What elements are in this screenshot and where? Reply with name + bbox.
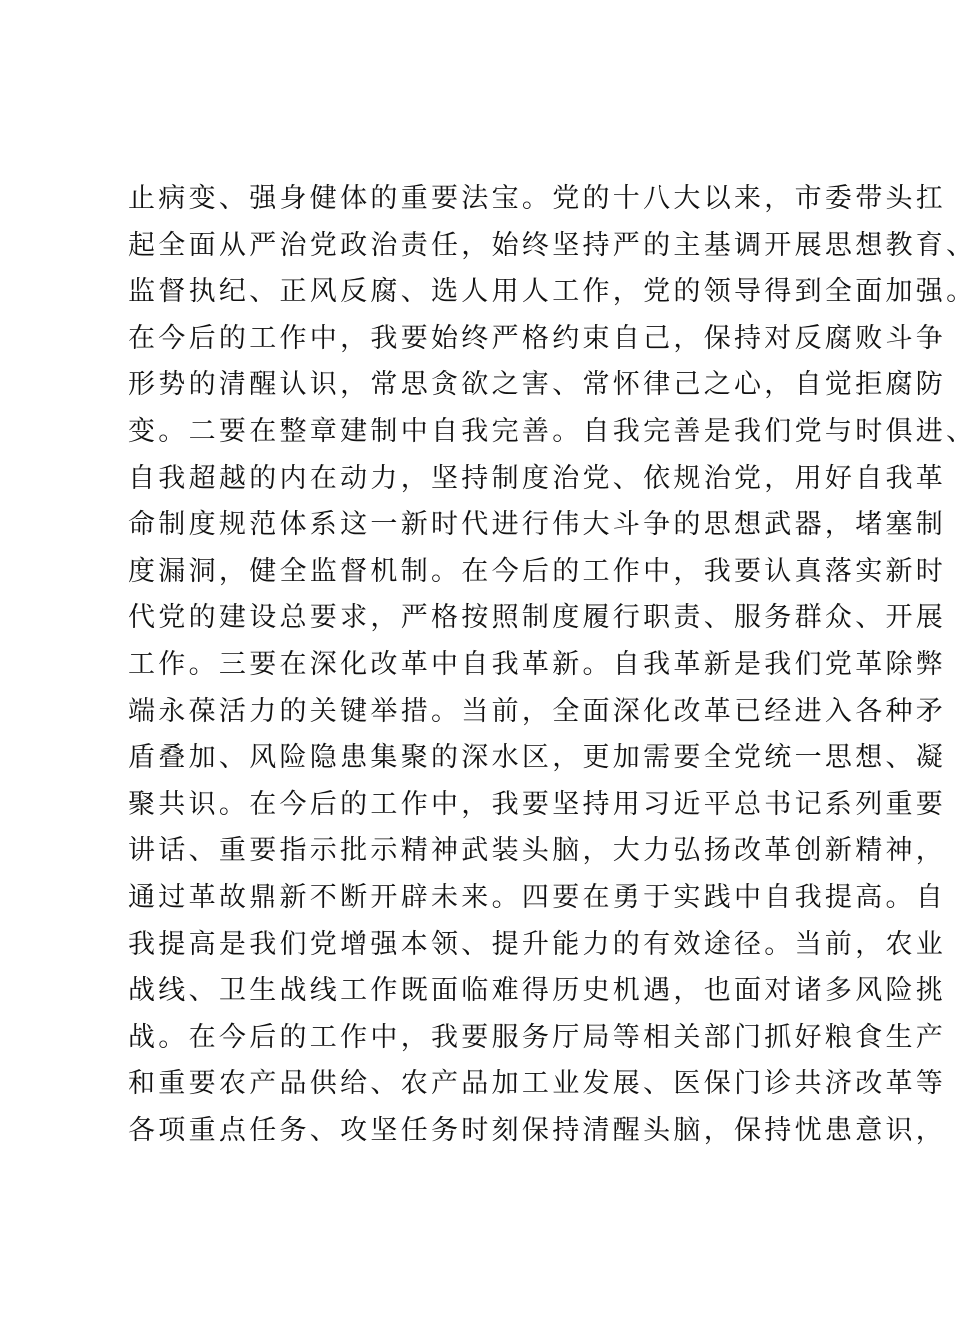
text-line: 起全面从严治党政治责任，始终坚持严的主基调开展思想教育、 — [128, 229, 976, 261]
text-line: 战线、卫生战线工作既面临难得历史机遇，也面对诸多风险挑 — [128, 975, 947, 1007]
text-line: 度漏洞，健全监督机制。在今后的工作中，我要认真落实新时 — [128, 555, 947, 587]
text-line: 命制度规范体系这一新时代进行伟大斗争的思想武器，堵塞制 — [128, 509, 947, 541]
text-line: 变。二要在整章建制中自我完善。自我完善是我们党与时俱进、 — [128, 415, 976, 447]
text-line: 和重要农产品供给、农产品加工业发展、医保门诊共济改革等 — [128, 1068, 947, 1100]
text-line: 代党的建设总要求，严格按照制度履行职责、服务群众、开展 — [128, 602, 947, 634]
body-text — [128, 176, 976, 1154]
text-line: 自我超越的内在动力，坚持制度治党、依规治党，用好自我革 — [128, 462, 947, 494]
text-line: 形势的清醒认识，常思贪欲之害、常怀律己之心，自觉拒腐防 — [128, 369, 947, 401]
text-line: 我提高是我们党增强本领、提升能力的有效途径。当前，农业 — [128, 928, 947, 960]
text-line: 战。在今后的工作中，我要服务厅局等相关部门抓好粮食生产 — [128, 1021, 947, 1053]
text-line: 讲话、重要指示批示精神武装头脑，大力弘扬改革创新精神， — [128, 835, 947, 867]
text-line: 盾叠加、风险隐患集聚的深水区，更加需要全党统一思想、凝 — [128, 742, 947, 774]
text-line: 工作。三要在深化改革中自我革新。自我革新是我们党革除弊 — [128, 648, 947, 680]
text-line: 监督执纪、正风反腐、选人用人工作，党的领导得到全面加强。 — [128, 276, 976, 308]
text-line: 在今后的工作中，我要始终严格约束自己，保持对反腐败斗争 — [128, 322, 947, 354]
text-line: 各项重点任务、攻坚任务时刻保持清醒头脑，保持忧患意识， — [128, 1114, 947, 1146]
text-line: 通过革故鼎新不断开辟未来。四要在勇于实践中自我提高。自 — [128, 881, 947, 913]
text-line: 聚共识。在今后的工作中，我要坚持用习近平总书记系列重要 — [128, 788, 947, 820]
text-line: 端永葆活力的关键举措。当前，全面深化改革已经进入各种矛 — [128, 695, 947, 727]
text-line: 止病变、强身健体的重要法宝。党的十八大以来，市委带头扛 — [128, 183, 947, 214]
